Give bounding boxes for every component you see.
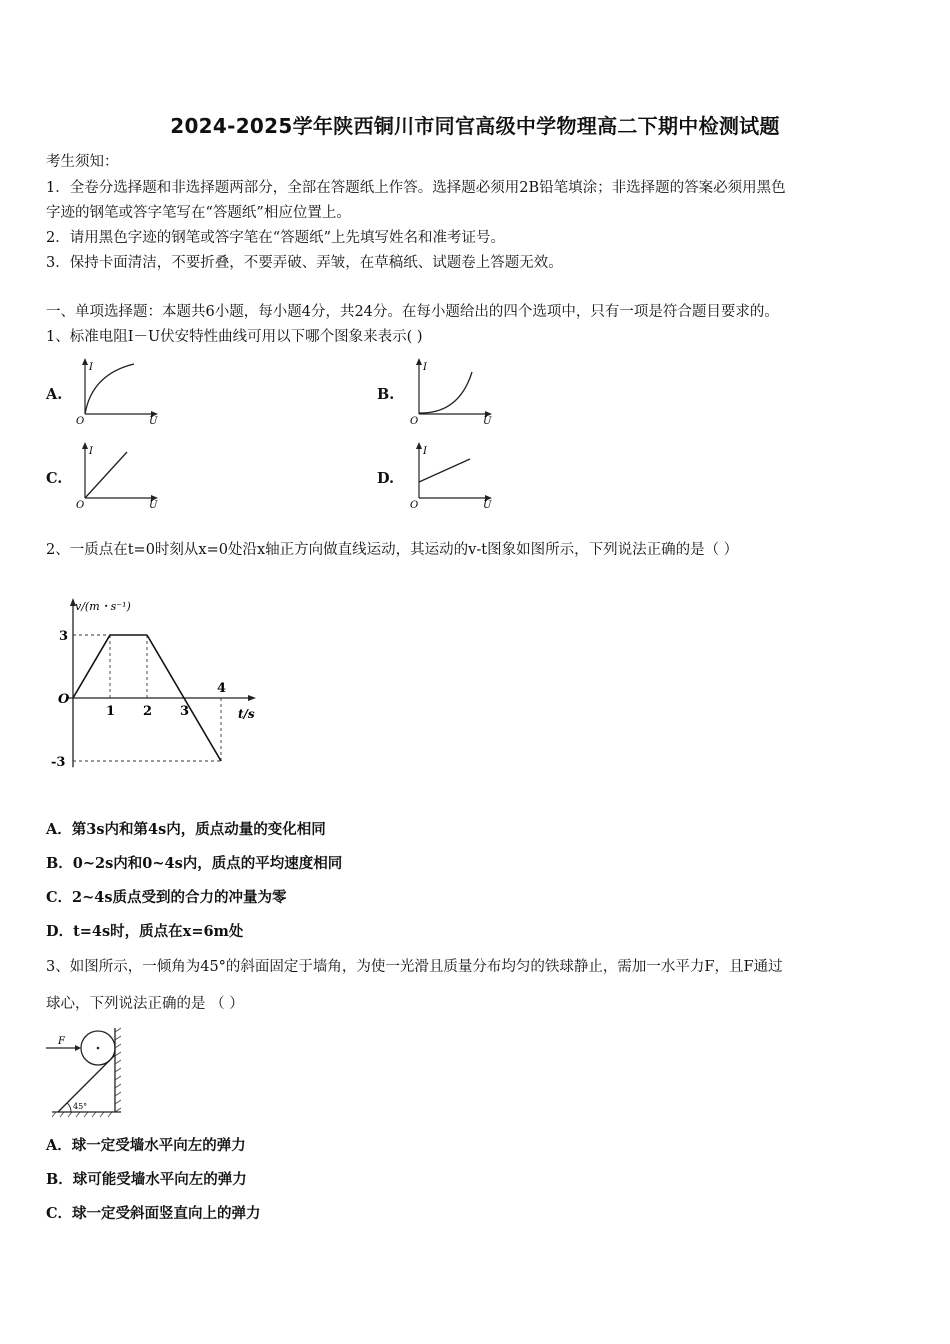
y-tick-label: -3 (51, 755, 66, 770)
q1b-y-label: I (423, 362, 427, 373)
q3-incline-diagram (44, 1026, 126, 1118)
q2-option-d: D．t=4s时，质点在x=6m处 (46, 923, 244, 940)
q1d-origin: O (410, 500, 419, 510)
exam-title: 2024-2025学年陕西铜川市同官高级中学物理高二下期中检测试题 (170, 114, 780, 138)
x-tick-label: 1 (106, 704, 116, 719)
x-axis-arrow (248, 695, 256, 701)
q2-option-a: A．第3s内和第4s内，质点动量的变化相同 (46, 821, 326, 838)
q1c-origin: O (76, 500, 85, 510)
q1d-y-arrow (416, 442, 422, 449)
x-axis-label: t/s (238, 707, 255, 721)
q1a-x-label: U (149, 416, 158, 426)
notice-heading: 考生须知： (46, 154, 119, 170)
q1b-y-arrow (416, 358, 422, 365)
notice-item-1: 1．全卷分选择题和非选择题两部分，全部在答题纸上作答。选择题必须用2B铅笔填涂；非选择题的答案必须用黑色 (46, 180, 786, 196)
q1d-x-label: U (483, 500, 492, 510)
q1-option-c-label: C. (46, 470, 63, 487)
q1a-y-arrow (82, 358, 88, 365)
q1a-y-label: I (89, 362, 93, 373)
notice-item-3: 3．保持卡面清洁，不要折叠，不要弄破、弄皱，在草稿纸、试题卷上答题无效。 (46, 255, 563, 271)
q3-option-c: C．球一定受斜面竖直向上的弹力 (46, 1205, 261, 1222)
series-segment (73, 635, 110, 698)
q1c-y-label: I (89, 446, 93, 457)
q1b-origin: O (410, 416, 419, 426)
q1-graph-b (404, 356, 504, 426)
q1-option-d-label: D. (377, 470, 395, 487)
x-tick-label: 4 (217, 681, 227, 696)
origin-label: O (58, 692, 70, 707)
force-arrow-head (75, 1045, 81, 1051)
ball-center-dot (97, 1047, 100, 1050)
q1b-curve (419, 372, 472, 413)
angle-arc (67, 1103, 71, 1112)
notice-item-2: 2．请用黑色字迹的钢笔或答字笔在“答题纸”上先填写姓名和准考证号。 (46, 230, 506, 246)
x-tick-label: 3 (180, 704, 190, 719)
series-segment (147, 635, 184, 698)
q1c-x-label: U (149, 500, 158, 510)
question-1-stem: 1、标准电阻I－U伏安特性曲线可用以下哪个图象来表示( ) (46, 329, 423, 345)
q1b-x-label: U (483, 416, 492, 426)
q2-option-b: B．0~2s内和0~4s内，质点的平均速度相同 (46, 855, 343, 872)
section-heading: 一、单项选择题：本题共6小题，每小题4分，共24分。在每小题给出的四个选项中，只有一项是符合题目要求的。 (46, 304, 779, 320)
angle-label: 45° (73, 1102, 88, 1111)
q1c-line (85, 452, 127, 498)
q1a-origin: O (76, 416, 85, 426)
question-2-stem: 2、一质点在t=0时刻从x=0处沿x轴正方向做直线运动，其运动的v-t图象如图所示，下列说法正确的是（ ） (46, 542, 739, 558)
floor-hatching (52, 1112, 112, 1117)
q3-option-a: A．球一定受墙水平向左的弹力 (46, 1137, 246, 1154)
x-tick-label: 2 (143, 704, 153, 719)
y-axis-label: v/(m・s⁻¹) (75, 600, 131, 613)
question-3-stem-cont: 球心，下列说法正确的是 （ ） (46, 996, 244, 1012)
series-segment (184, 698, 221, 761)
q1c-y-arrow (82, 442, 88, 449)
q1d-y-label: I (423, 446, 427, 457)
q1-option-a-label: A. (46, 386, 63, 403)
vt-chart (46, 590, 276, 780)
q2-option-c: C．2~4s质点受到的合力的冲量为零 (46, 889, 287, 906)
y-tick-label: 3 (59, 629, 69, 644)
q1-graph-c (70, 440, 170, 510)
q1d-line (419, 459, 470, 482)
wall-hatching (115, 1028, 121, 1112)
q1-graph-a (70, 356, 170, 426)
notice-item-1-cont: 字迹的钢笔或答字笔写在“答题纸”相应位置上。 (46, 205, 351, 221)
q1-option-b-label: B. (377, 386, 395, 403)
q3-option-b: B．球可能受墙水平向左的弹力 (46, 1171, 247, 1188)
question-3-stem: 3、如图所示，一倾角为45°的斜面固定于墙角，为使一光滑且质量分布均匀的铁球静止，需加一水平力F，且F通过 (46, 959, 783, 975)
q1-graph-d (404, 440, 504, 510)
force-label: F (58, 1036, 65, 1047)
